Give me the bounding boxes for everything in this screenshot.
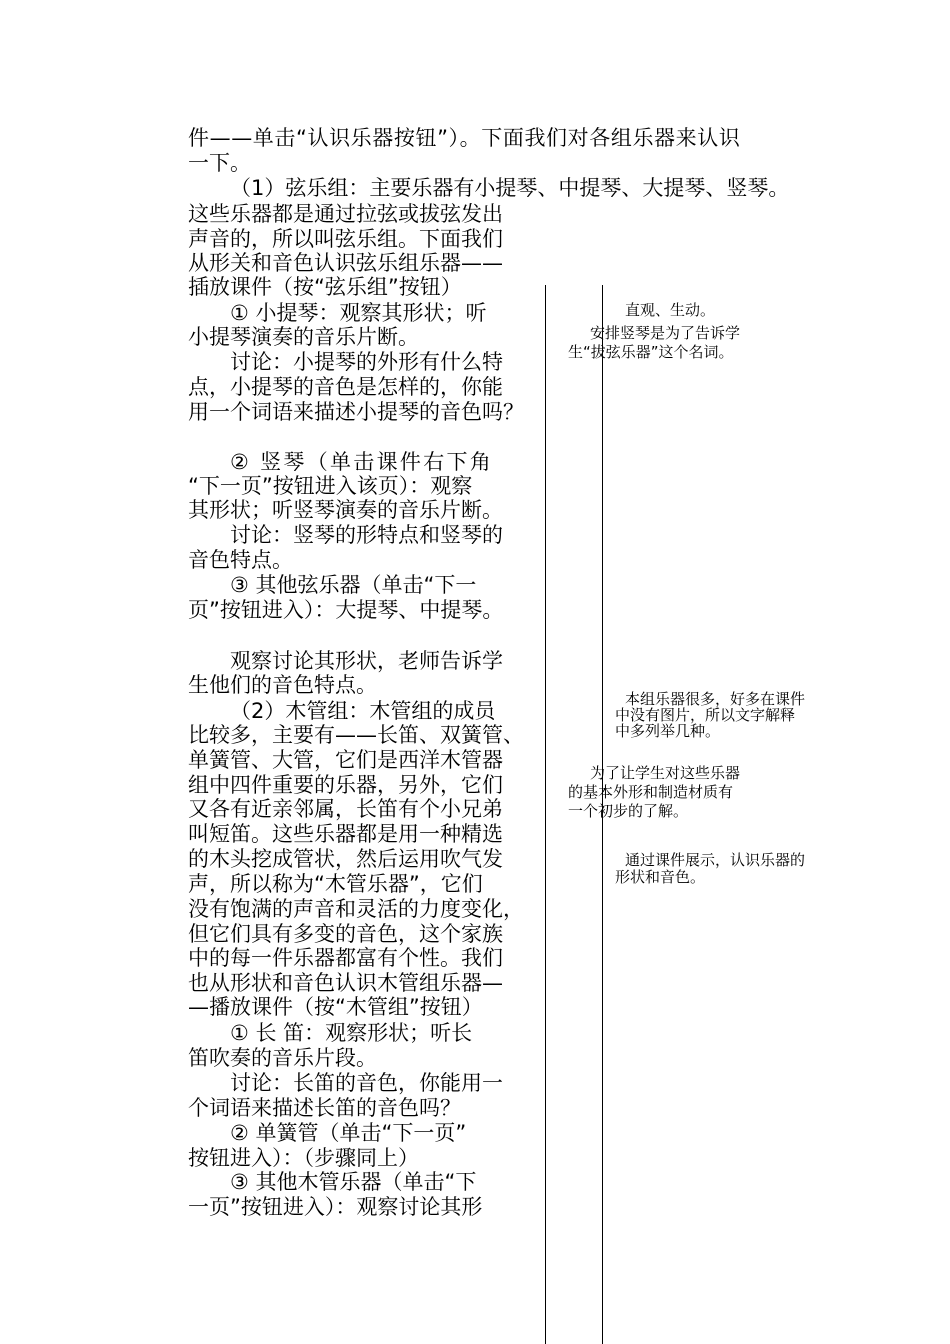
text-line: 音色特点。 — [188, 548, 293, 572]
text-line: 个词语来描述长笛的音色吗？ — [188, 1096, 461, 1120]
text-line: 讨论：竖琴的形特点和竖琴的 — [230, 523, 503, 547]
side-note-line: 为了让学生对这些乐器 — [590, 764, 741, 782]
text-line: 声音的，所以叫弦乐组。下面我们 — [188, 227, 503, 251]
text-line: ③ 其他木管乐器（单击“下 — [230, 1170, 477, 1194]
text-line: 讨论：长笛的音色，你能用一 — [230, 1071, 503, 1095]
text-line: 从形关和音色认识弦乐组乐器—— — [188, 251, 503, 275]
text-line: 但它们具有多变的音色，这个家族 — [188, 922, 503, 946]
text-line: 用一个词语来描述小提琴的音色吗？ — [188, 400, 524, 424]
column-divider-left — [545, 285, 546, 1344]
side-note-line: 直观、生动。 — [625, 301, 716, 319]
side-note-line: 本组乐器很多，好多在课件 — [625, 690, 806, 708]
text-line: 点，小提琴的音色是怎样的，你能 — [188, 375, 503, 399]
text-line: 观察讨论其形状，老师告诉学 — [230, 649, 503, 673]
text-line: 笛吹奏的音乐片段。 — [188, 1046, 377, 1070]
side-note-line: 中没有图片，所以文字解释 — [615, 706, 796, 724]
text-line: 插放课件（按“弦乐组”按钮） — [188, 275, 462, 299]
text-line: 生他们的音色特点。 — [188, 673, 377, 697]
side-note-line: 通过课件展示，认识乐器的 — [625, 851, 806, 869]
side-note-line: 生“拔弦乐器”这个名词。 — [568, 343, 734, 361]
text-line: 比较多，主要有——长笛、双簧管、 — [188, 723, 524, 747]
text-line: 又各有近亲邻属，长笛有个小兄弟 — [188, 797, 503, 821]
text-line: 一下。 — [188, 151, 251, 175]
text-line: ③ 其他弦乐器（单击“下一 — [230, 573, 477, 597]
text-line: 小提琴演奏的音乐片断。 — [188, 325, 419, 349]
text-line: ② 竖琴（单击课件右下角 — [230, 450, 494, 474]
side-note-line: 一个初步的了解。 — [568, 802, 689, 820]
text-line: 也从形状和音色认识木管组乐器— — [188, 971, 503, 995]
text-line: 单簧管、大管，它们是西洋木管器 — [188, 748, 503, 772]
text-line: 件——单击“认识乐器按钮”）。下面我们对各组乐器来认识 — [188, 126, 741, 150]
text-line: “下一页”按钮进入该页）：观察 — [188, 474, 473, 498]
text-line: 讨论：小提琴的外形有什么特 — [230, 350, 503, 374]
side-note-line: 中多列举几种。 — [615, 722, 721, 740]
side-note-line: 安排竖琴是为了告诉学 — [590, 324, 741, 342]
text-line: 中的每一件乐器都富有个性。我们 — [188, 946, 503, 970]
text-line: 按钮进入）：（步骤同上） — [188, 1146, 419, 1170]
text-line: 其形状；听竖琴演奏的音乐片断。 — [188, 498, 503, 522]
text-line: 的木头挖成管状，然后运用吹气发 — [188, 847, 503, 871]
text-line: ① 长 笛：观察形状；听长 — [230, 1021, 473, 1045]
text-line: （1）弦乐组：主要乐器有小提琴、中提琴、大提琴、竖琴。 — [230, 176, 790, 200]
text-line: —播放课件（按“木管组”按钮） — [188, 995, 483, 1019]
text-line: 页”按钮进入）：大提琴、中提琴。 — [188, 598, 504, 622]
text-line: （2）木管组：木管组的成员 — [230, 699, 496, 723]
side-note-line: 的基本外形和制造材质有 — [568, 783, 734, 801]
text-line: 声，所以称为“木管乐器”，它们 — [188, 872, 483, 896]
text-line: 组中四件重要的乐器，另外，它们 — [188, 773, 503, 797]
text-line: 没有饱满的声音和灵活的力度变化， — [188, 897, 524, 921]
text-line: 一页”按钮进入）：观察讨论其形 — [188, 1195, 483, 1219]
text-line: 叫短笛。这些乐器都是用一种精选 — [188, 822, 503, 846]
text-line: 这些乐器都是通过拉弦或拔弦发出 — [188, 202, 503, 226]
text-line: ① 小提琴：观察其形状；听 — [230, 301, 487, 325]
text-line: ② 单簧管（单击“下一页” — [230, 1121, 467, 1145]
side-note-line: 形状和音色。 — [615, 868, 706, 886]
